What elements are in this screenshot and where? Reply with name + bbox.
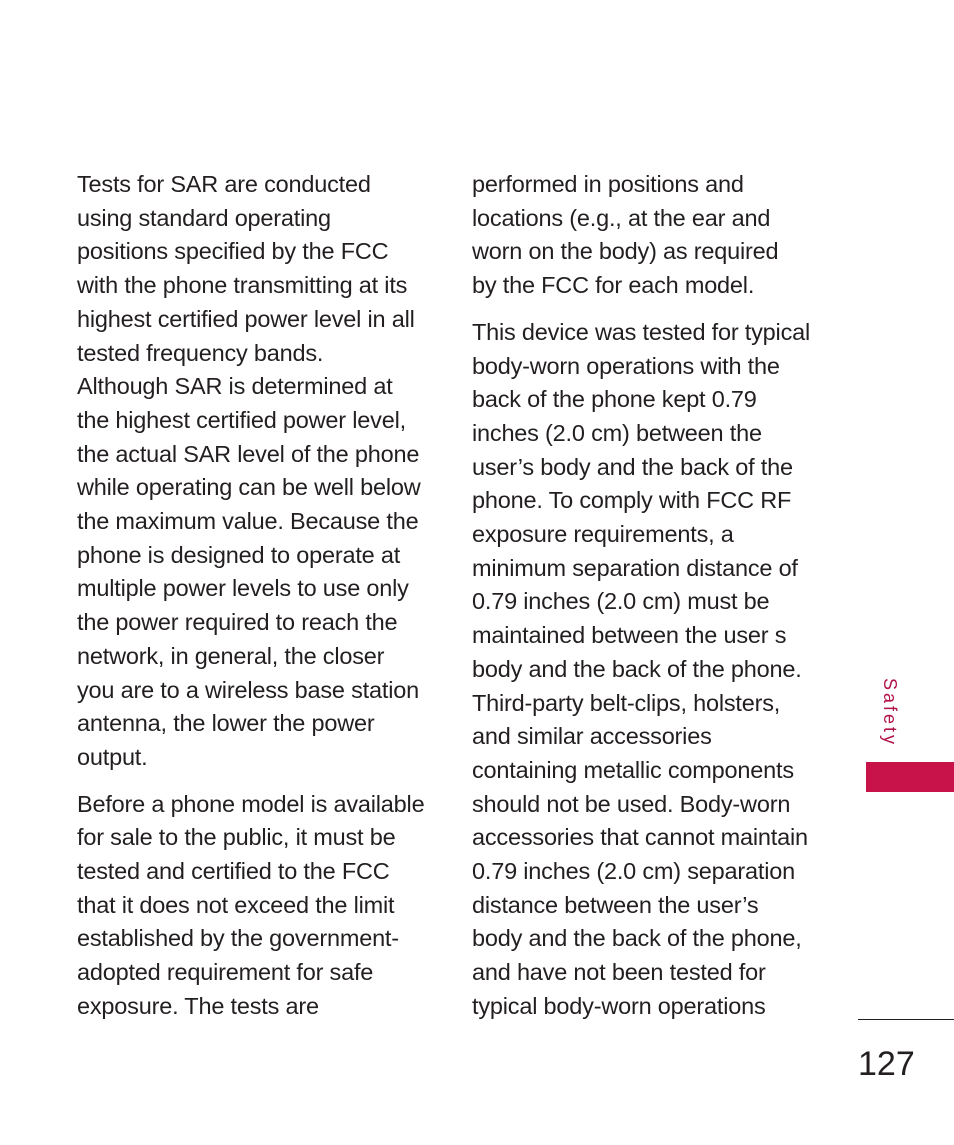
left-text-column <box>77 168 447 1024</box>
page-number: 127 <box>858 1045 915 1083</box>
right-paragraph-1: performed in positions and locations (e.g., at the ear and worn on the body) as required by the FCC for each model. <box>472 171 779 299</box>
left-paragraph-1: Tests for SAR are conducted using standard operating positions specified by the FCC with the phone transmitting at its highest certified power level in all tested frequency bands. Although SAR is determined at the highest certified power level, the actual SAR level of the phone while operating can be well below the maximum value. Because the phone is designed to operate at multiple power levels to use only the power required to reach the network, in general, the closer you are to a wireless base station antenna, the lower the power output. <box>77 171 421 770</box>
right-paragraph-2: This device was tested for typical body-worn operations with the back of the phone kept 0.79 inches (2.0 cm) between the user’s body and the back of the phone. To comply with FCC RF exposure requirements, a minimum separation distance of 0.79 inches (2.0 cm) must be maintained between the user s body and the back of the phone. Third-party belt-clips, holsters, and similar accessories containing metallic components should not be used. Body-worn accessories that cannot maintain 0.79 inches (2.0 cm) separation distance between the user’s body and the back of the phone, and have not been tested for typical body-worn operations <box>472 318 811 1019</box>
section-label: Safety <box>880 678 900 748</box>
right-text-column <box>472 168 842 1024</box>
page-number-rule <box>858 1019 954 1020</box>
left-paragraph-2: Before a phone model is available for sale to the public, it must be tested and certified to the FCC that it does not exceed the limit established by the government- adopted requirement for safe exposure. The tests are <box>77 790 425 1019</box>
section-tab-marker <box>866 762 954 792</box>
